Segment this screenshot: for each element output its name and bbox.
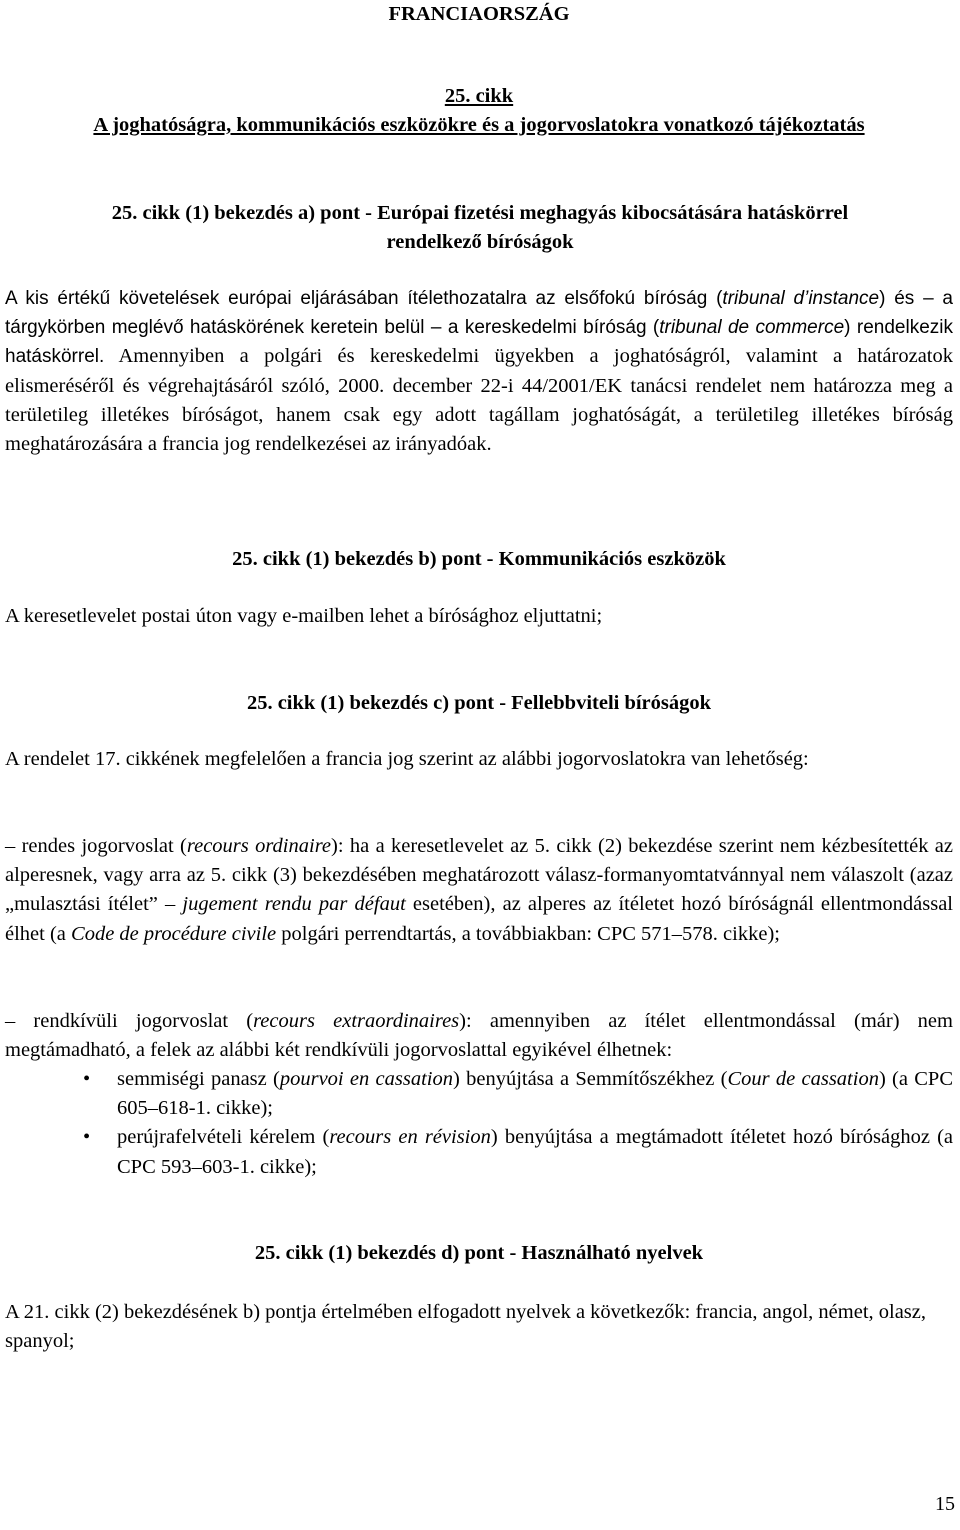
section-c-heading: 25. cikk (1) bekezdés c) pont - Fellebbviteli bíróságok [246,692,712,714]
term-recours-en-revision: recours en révision [329,1126,491,1149]
term-recours-ordinaire: recours ordinaire [186,835,332,857]
section-a-term-tribunal-commerce: tribunal de commerce [659,317,845,339]
term-pourvoi-en-cassation: pourvoi en cassation [279,1068,453,1090]
section-b-heading: 25. cikk (1) bekezdés b) pont - Kommunikációs eszközök [232,548,726,570]
section-b-text: A keresetlevelet postai úton vagy e-mailben lehet a bírósághoz eljuttatni; [5,605,603,627]
section-a-text-2: ) és – a tárgykörben meglévő hatáskörének keretein belül – a kereskedelmi bíróság ( [5,288,953,339]
ordinary-remedy-paragraph [5,832,953,949]
term-recours-extraordinaires: recours extraordinaires [253,1010,460,1032]
list-item [5,1123,953,1181]
country-heading: FRANCIAORSZÁG [388,3,570,25]
section-a-heading: 25. cikk (1) bekezdés a) pont - Európai fizetési meghagyás kibocsátására hatáskörrel rendelkező bíróságok [111,202,849,254]
bullet-1-text-1: semmiségi panasz ( [117,1068,280,1090]
bullet-2-text-2: ) benyújtása a megtámadott ítéletet hozó bírósághoz (a CPC 593–603-1. cikke); [117,1126,953,1178]
ordinary-text-2: ): ha a keresetlevelet az 5. cikk (2) bekezdése szerint nem kézbesítették az alperesnek, vagy arra az 5. cikk (3) bekezdésében meghatározott válasz-formanyomtatvánnyal nem válaszolt (azaz „mulasztási ítélet” – [5,835,953,916]
section-d-text: A 21. cikk (2) bekezdésének b) pontja értelmében elfogadott nyelvek a következők: francia, angol, német, olasz, spanyol; [5,1301,927,1353]
ordinary-text-1: – rendes jogorvoslat ( [5,835,187,857]
extraordinary-text-1: – rendkívüli jogorvoslat ( [5,1010,254,1032]
section-a-term-tribunal-instance: tribunal d’instance [722,288,880,309]
section-a-text-3: ) rendelkezik hatáskörrel. [5,317,953,368]
section-c-intro: A rendelet 17. cikkének megfelelően a francia jog szerint az alábbi jogorvoslatokra van lehetőség: [5,748,809,770]
extraordinary-text-2: ): amennyiben az ítélet ellentmondással (már) nem megtámadható, a felek az alábbi két rendkívüli jogorvoslattal egyikével élhetnek: [5,1010,953,1062]
section-a-paragraph [5,284,953,459]
page-number: 15 [935,1493,955,1515]
section-a-text-4: Amennyiben a polgári és kereskedelmi ügyekben a joghatóságról, valamint a határozatok elismeréséről és végrehajtásáról szóló, 2000. december 22-i 44/2001/EK tanácsi rendelet nem határozza meg a területileg illetékes bíróságot, hanem csak egy adott tagállam joghatóságát, a területileg illetékes bíróság meghatározására a francia jog rendelkezései az irányadóak. [5,345,953,456]
term-jugement-par-defaut: jugement rendu par défaut [182,893,406,916]
term-cour-de-cassation: Cour de cassation [727,1068,879,1090]
extraordinary-remedy-paragraph [5,1007,953,1065]
ordinary-text-3: esetében), az alperes az ítéletet hozó bíróságnál ellentmondással élhet (a [5,893,954,945]
term-code-procedure-civile: Code de procédure civile [71,922,277,945]
bullet-2-text-1: perújrafelvételi kérelem ( [117,1126,330,1149]
bullet-1-text-3: ) (a CPC 605–618-1. cikke); [117,1068,954,1120]
bullet-icon: • [83,1068,91,1090]
remedy-bullet-list [5,1065,953,1182]
list-item [5,1065,953,1123]
bullet-1-text-2: ) benyújtása a Semmítőszékhez ( [452,1068,728,1090]
ordinary-text-4: polgári perrendtartás, a továbbiakban: CPC 571–578. cikke); [276,922,780,945]
bullet-icon: • [83,1126,91,1149]
article-number: 25. cikk [444,85,514,107]
section-d-heading: 25. cikk (1) bekezdés d) pont - Használható nyelvek [254,1242,704,1264]
article-title: A joghatóságra, kommunikációs eszközökre és a jogorvoslatokra vonatkozó tájékoztatás [93,114,865,136]
section-a-text-1: A kis értékű követelések európai eljárásában ítélethozatalra az elsőfokú bíróság ( [5,288,723,309]
